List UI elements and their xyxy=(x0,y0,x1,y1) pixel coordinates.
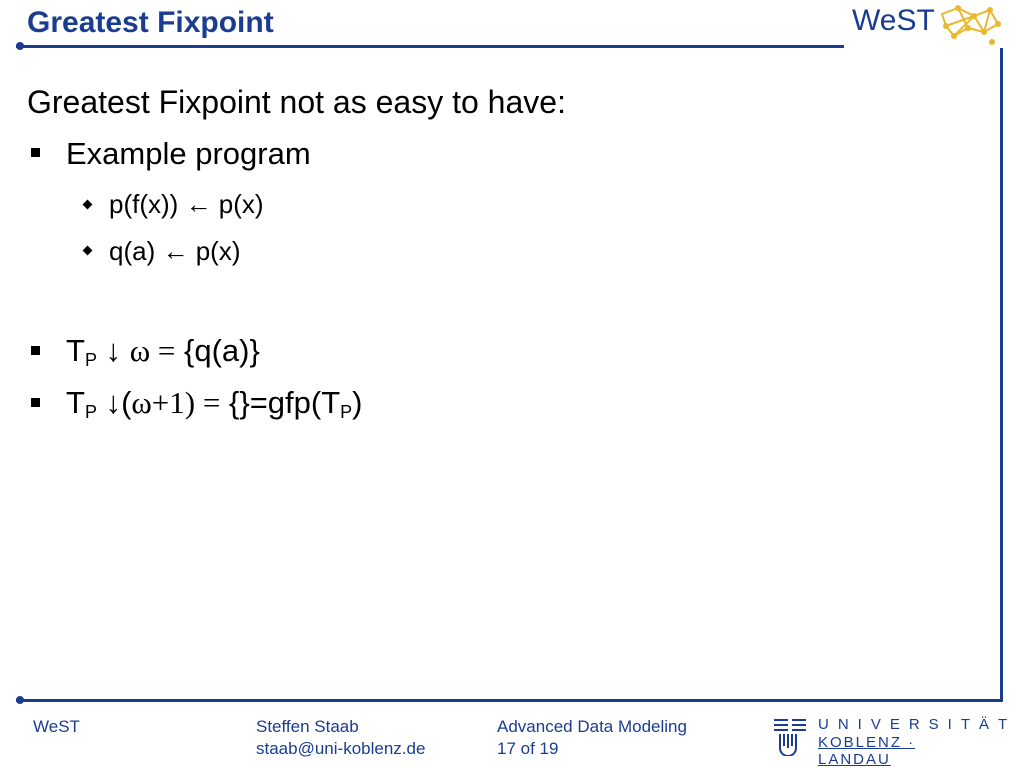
rule-1-lhs: p(f(x)) xyxy=(109,189,179,219)
rule-2 xyxy=(109,236,241,267)
footer-author-block xyxy=(256,716,425,760)
tp-T: T xyxy=(66,333,85,368)
omega-plus-one-expr: ω+1) = xyxy=(131,385,221,420)
diamond-bullet-icon xyxy=(83,246,93,256)
rule-1 xyxy=(109,189,264,220)
body-heading: Greatest Fixpoint not as easy to have: xyxy=(27,84,566,120)
tp-subscript: P xyxy=(84,402,97,422)
footer-org: WeST xyxy=(33,717,80,736)
tp-subscript: P xyxy=(84,350,97,370)
footer-email: staab@uni-koblenz.de xyxy=(256,739,426,758)
tp-omega-result: {q(a)} xyxy=(183,333,260,368)
left-arrow-icon: ← xyxy=(185,190,212,219)
west-logo xyxy=(852,2,1002,52)
down-arrow-icon: ↓ xyxy=(105,385,122,420)
close-paren: ) xyxy=(352,385,363,420)
bullet-example-program: Example program xyxy=(66,136,311,171)
open-paren: ( xyxy=(121,385,132,420)
slide-title: Greatest Fixpoint xyxy=(27,6,274,39)
diamond-bullet-icon xyxy=(83,200,93,210)
omega-expr: ω = xyxy=(129,333,176,368)
left-arrow-icon: ← xyxy=(162,237,189,266)
university-name-line2: KOBLENZ · LANDAU xyxy=(818,734,916,768)
down-arrow-icon: ↓ xyxy=(105,333,122,368)
tp-omega-line xyxy=(66,333,260,371)
footer-author: Steffen Staab xyxy=(256,717,359,736)
square-bullet-icon xyxy=(31,398,40,407)
tp-subscript: P xyxy=(340,402,353,422)
star-network-icon xyxy=(938,2,1002,50)
header-divider xyxy=(16,45,844,48)
tp-T: T xyxy=(66,385,85,420)
square-bullet-icon xyxy=(31,346,40,355)
footer-page-number: 17 of 19 xyxy=(497,739,559,758)
footer-course-block xyxy=(497,716,687,760)
rule-2-rhs: p(x) xyxy=(195,236,241,266)
university-emblem-icon xyxy=(770,716,810,756)
right-border xyxy=(1000,48,1003,700)
west-logo-text: WeST xyxy=(852,4,935,37)
square-bullet-icon xyxy=(31,148,40,157)
rule-2-lhs: q(a) xyxy=(109,236,156,266)
footer-divider xyxy=(16,699,1003,702)
university-logo xyxy=(770,716,1017,768)
tp-omega-plus-one-line xyxy=(66,385,363,423)
university-name-line1: UNIVERSITÄT xyxy=(818,716,1017,733)
tp-gfp-result: {}=gfp(T xyxy=(228,385,341,420)
rule-1-rhs: p(x) xyxy=(218,189,264,219)
footer-course: Advanced Data Modeling xyxy=(497,717,687,736)
